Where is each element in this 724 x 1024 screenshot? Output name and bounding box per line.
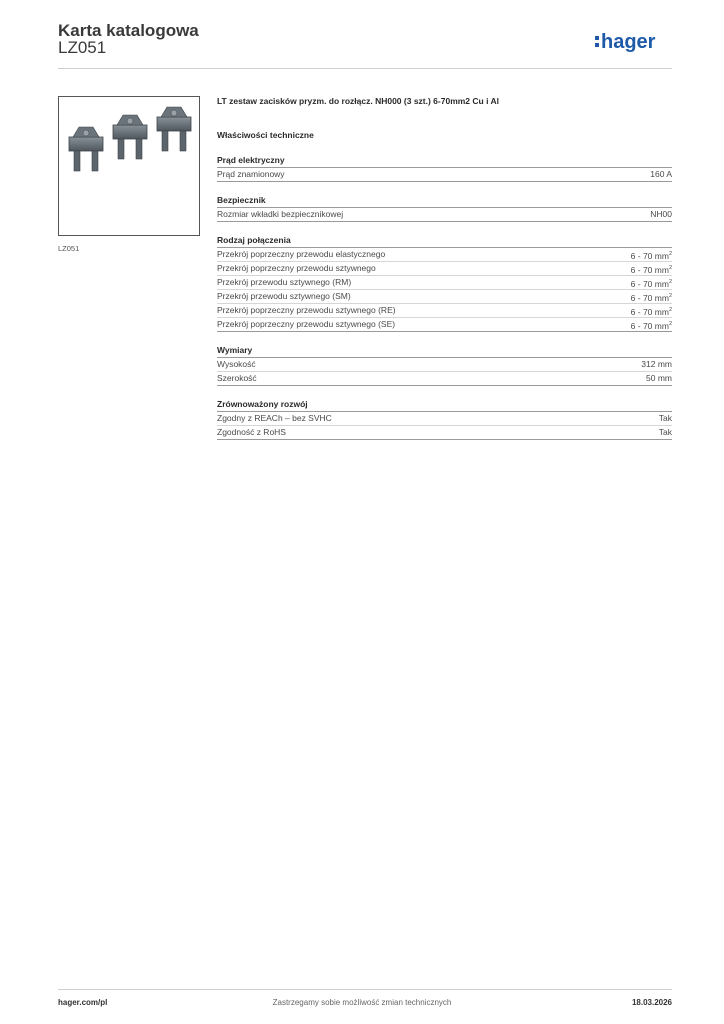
spec-label: Szerokość	[217, 373, 257, 383]
product-title: LT zestaw zacisków pryzm. do rozłącz. NH000 (3 szt.) 6-70mm2 Cu i Al	[217, 96, 499, 106]
spec-value: Tak	[658, 413, 672, 423]
spec-label: Przekrój poprzeczny przewodu sztywnego (RE)	[217, 305, 396, 315]
spec-value: 160 A	[650, 169, 672, 179]
section-title: Rodzaj połączenia	[217, 235, 672, 248]
spec-label: Przekrój przewodu sztywnego (RM)	[217, 277, 352, 287]
section-title: Bezpiecznik	[217, 195, 672, 208]
footer-date: 18.03.2026	[631, 998, 672, 1007]
section-title: Zrównoważony rozwój	[217, 399, 672, 412]
document-title: Karta katalogowa	[58, 21, 199, 40]
spec-row	[217, 318, 672, 332]
technical-properties-heading: Właściwości techniczne	[217, 130, 314, 140]
specification-panel	[217, 95, 672, 440]
spec-value: 50 mm	[646, 373, 672, 383]
spec-row	[217, 248, 672, 262]
spec-row	[217, 276, 672, 290]
spec-value: 6 - 70 $mm^2$	[630, 278, 672, 289]
header-divider	[58, 68, 672, 69]
section-connection-type	[217, 235, 672, 332]
logo-text: hager	[601, 31, 656, 53]
spec-row	[217, 412, 672, 426]
terminal-set-image	[59, 97, 199, 235]
spec-row	[217, 304, 672, 318]
spec-value: 6 - 70 $mm^2$	[630, 250, 672, 261]
spec-row	[217, 358, 672, 372]
spec-value: 6 - 70 $mm^2$	[630, 292, 672, 303]
spec-label: Przekrój poprzeczny przewodu sztywnego (SE)	[217, 319, 396, 329]
spec-label: Prąd znamionowy	[217, 169, 285, 179]
section-fuse	[217, 195, 672, 222]
spec-label: Przekrój poprzeczny przewodu sztywnego	[217, 263, 376, 273]
spec-value: 6 - 70 $mm^2$	[630, 306, 672, 317]
spec-label: Przekrój przewodu sztywnego (SM)	[217, 291, 351, 301]
product-image	[58, 96, 200, 236]
section-electric-current	[217, 155, 672, 182]
footer-disclaimer: Zastrzegamy sobie możliwość zmian technicznych	[272, 998, 452, 1007]
spec-row	[217, 372, 672, 386]
hager-logo	[594, 28, 674, 56]
spec-value: 312 mm	[641, 359, 672, 369]
spec-value: Tak	[658, 427, 672, 437]
spec-label: Wysokość	[217, 359, 256, 369]
spec-label: Rozmiar wkładki bezpiecznikowej	[217, 209, 344, 219]
footer-divider	[58, 989, 672, 990]
spec-label: Przekrój poprzeczny przewodu elastycznego	[217, 249, 386, 259]
product-code: LZ051	[58, 38, 107, 57]
image-caption: LZ051	[58, 244, 80, 253]
spec-label: Zgodny z REACh – bez SVHC	[217, 413, 332, 423]
spec-label: Zgodność z RoHS	[217, 427, 286, 437]
spec-row	[217, 426, 672, 440]
spec-row	[217, 290, 672, 304]
spec-row	[217, 208, 672, 222]
spec-row	[217, 168, 672, 182]
spec-value: 6 - 70 $mm^2$	[630, 264, 672, 275]
spec-value: NH00	[650, 209, 672, 219]
section-title: Wymiary	[217, 345, 672, 358]
footer-website-link[interactable]: hager.com/pl	[58, 998, 108, 1007]
section-title: Prąd elektryczny	[217, 155, 672, 168]
section-sustainability	[217, 399, 672, 440]
spec-value: 6 - 70 $mm^2$	[630, 320, 672, 331]
spec-row	[217, 262, 672, 276]
section-dimensions	[217, 345, 672, 386]
